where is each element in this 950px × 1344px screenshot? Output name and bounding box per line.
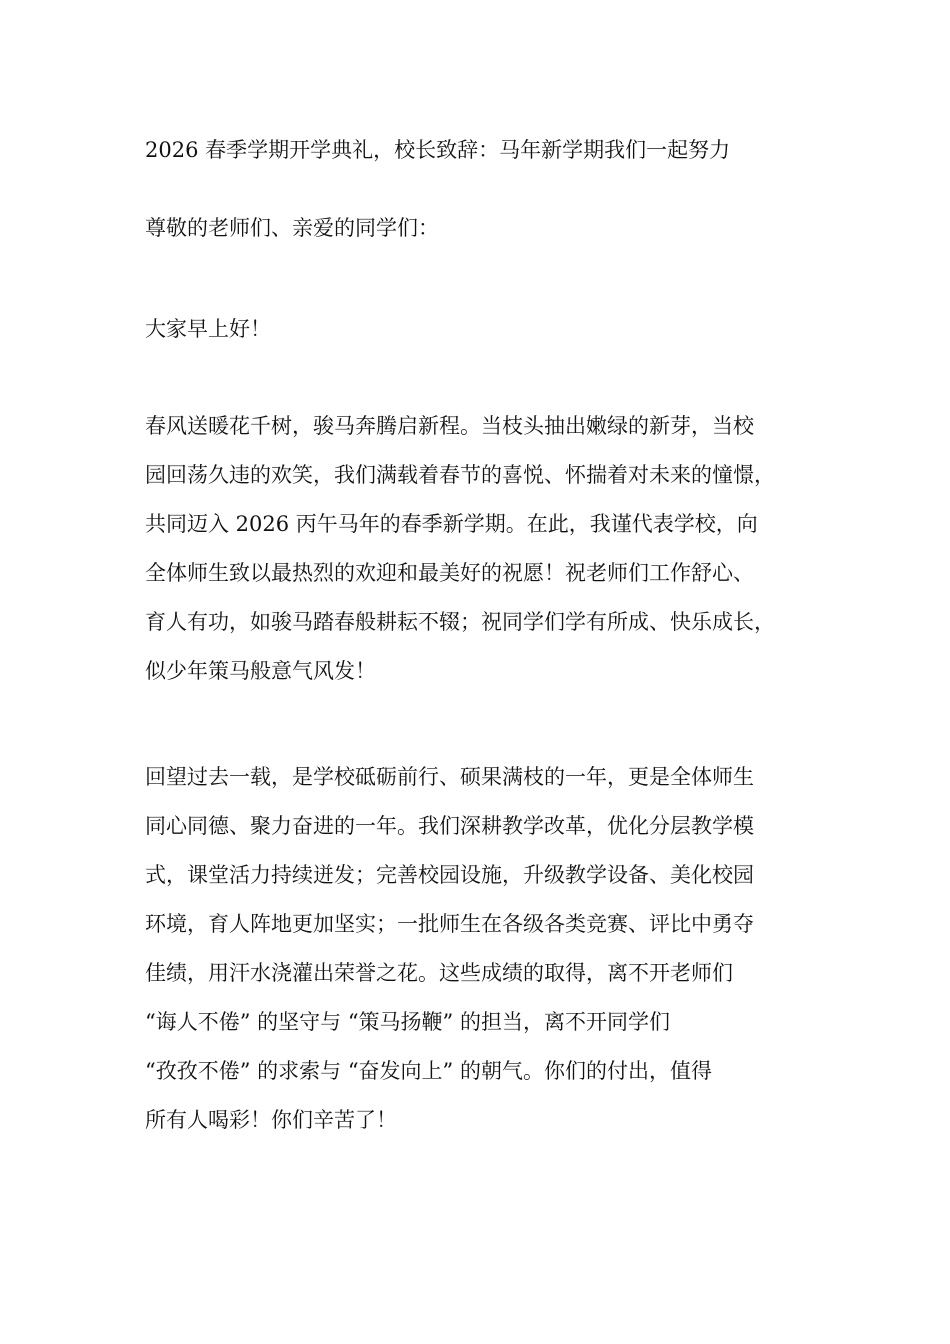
paragraph-line: 似少年策马般意气风发！ bbox=[145, 659, 376, 683]
paragraph-line: “诲人不倦” 的坚守与 “策马扬鞭” 的担当，离不开同学们 bbox=[145, 1010, 670, 1034]
paragraph-line: 育人有功，如骏马踏春般耕耘不辍；祝同学们学有所成、快乐成长， bbox=[145, 610, 775, 634]
paragraph-line: 所有人喝彩！你们辛苦了！ bbox=[145, 1108, 397, 1132]
paragraph-review bbox=[145, 762, 835, 1154]
paragraph-line: 春风送暖花千树，骏马奔腾启新程。当枝头抽出嫩绿的新芽，当校 bbox=[145, 414, 754, 438]
paragraph-line: “孜孜不倦” 的求索与 “奋发向上” 的朝气。你们的付出，值得 bbox=[145, 1059, 712, 1083]
paragraph-line: 式，课堂活力持续迸发；完善校园设施，升级教学设备、美化校园 bbox=[145, 863, 754, 887]
paragraph-line: 共同迈入 2026 丙午马年的春季新学期。在此，我谨代表学校，向 bbox=[145, 512, 758, 536]
paragraph-line: 同心同德、聚力奋进的一年。我们深耕教学改革，优化分层教学模 bbox=[145, 814, 754, 838]
paragraph-line: 园回荡久违的欢笑，我们满载着春节的喜悦、怀揣着对未来的憧憬， bbox=[145, 463, 775, 487]
greeting: 大家早上好！ bbox=[145, 317, 271, 341]
paragraph-welcome bbox=[145, 411, 835, 705]
salutation: 尊敬的老师们、亲爱的同学们： bbox=[145, 216, 439, 240]
document-title: 2026 春季学期开学典礼，校长致辞：马年新学期我们一起努力 bbox=[145, 138, 731, 162]
paragraph-line: 全体师生致以最热烈的欢迎和最美好的祝愿！祝老师们工作舒心、 bbox=[145, 561, 754, 585]
paragraph-line: 回望过去一载，是学校砥砺前行、硕果满枝的一年，更是全体师生 bbox=[145, 765, 754, 789]
paragraph-line: 佳绩，用汗水浇灌出荣誉之花。这些成绩的取得，离不开老师们 bbox=[145, 961, 733, 985]
paragraph-line: 环境，育人阵地更加坚实；一批师生在各级各类竞赛、评比中勇夺 bbox=[145, 912, 754, 936]
